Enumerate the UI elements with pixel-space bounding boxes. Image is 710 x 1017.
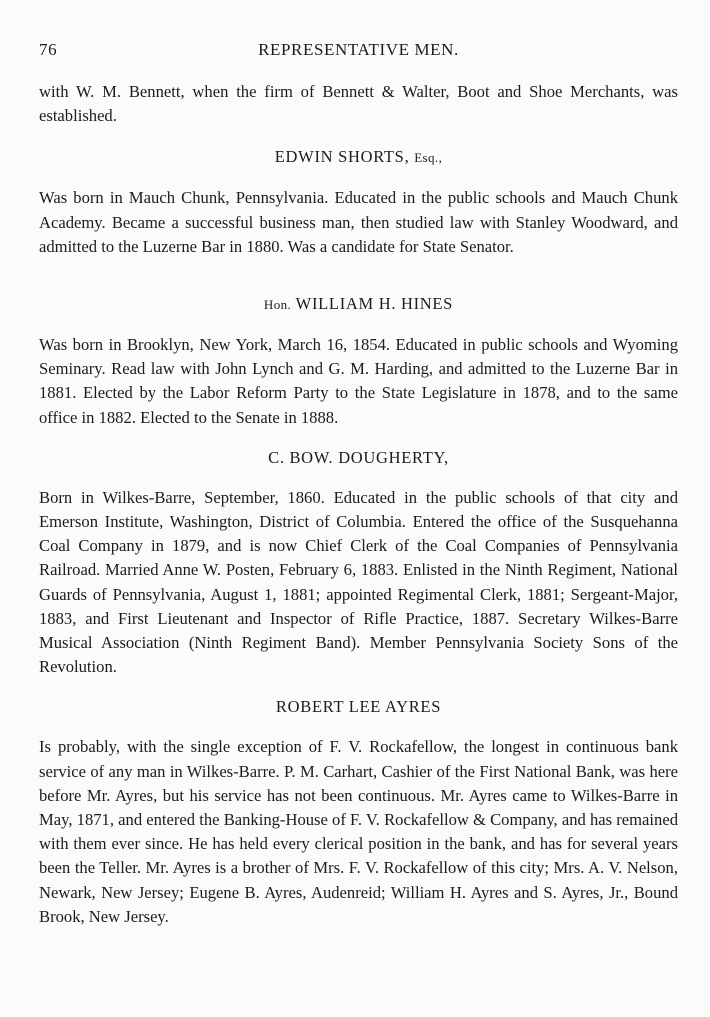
running-title: REPRESENTATIVE MEN.: [258, 40, 459, 59]
biography-paragraph: Was born in Brooklyn, New York, March 16, 1854. Educated in public schools and Wyoming Seminary. Read law with John Lynch and G. M. Harding, and admitted to the Luzerne Bar in 1881. Elected by the Labor Reform Party to the State Legislature in 1878, and to the same office in 1882. Elected to the Senate in 1888.: [39, 335, 678, 427]
biography-paragraph: Is probably, with the single exception of F. V. Rockafellow, the longest in continuous bank service of any man in Wilkes-Barre. P. M. Carhart, Cashier of the First National Bank, was here before Mr. Ayres, but his service has not been continuous. Mr. Ayres came to Wilkes-Barre in May, 1871, and entered the Banking-House of F. V. Rockafellow & Company, and has remained with them ever since. He has held every clerical position in the bank, and has for several years been the Teller. Mr. Ayres is a brother of Mrs. F. V. Rockafellow of this city; Mrs. A. V. Nelson, Newark, New Jersey; Eugene B. Ayres, Audenreid; William H. Ayres and S. Ayres, Jr., Bound Brook, New Jersey.: [39, 737, 678, 926]
page-number: 76: [39, 40, 58, 59]
heading-honorific: Hon.: [263, 297, 292, 313]
biography-c-bow-dougherty: [39, 446, 678, 680]
heading-name: WILLIAM H. HINES: [291, 294, 454, 314]
heading-name: EDWIN SHORTS,: [274, 147, 415, 167]
heading-title-suffix: Esq.,: [414, 150, 443, 166]
book-page: [39, 40, 678, 929]
section-heading: ROBERT LEE AYRES: [275, 697, 442, 717]
biography-william-h-hines: [39, 292, 678, 430]
biography-paragraph: Was born in Mauch Chunk, Pennsylvania. Educated in the public schools and Mauch Chunk Academy. Became a successful business man, then studied law with Stanley Woodward, and admitted to the Luzerne Bar in 1880. Was a candidate for State Senator.: [39, 188, 678, 256]
continuation-paragraph: with W. M. Bennett, when the firm of Bennett & Walter, Boot and Shoe Merchants, was established.: [39, 82, 678, 126]
section-heading: C. BOW. DOUGHERTY,: [268, 447, 449, 467]
section-heading: [39, 292, 678, 317]
section-heading: [39, 145, 678, 170]
running-head: [39, 40, 678, 64]
biography-edwin-shorts: [39, 145, 678, 259]
biography-robert-lee-ayres: [39, 695, 678, 929]
biography-paragraph: Born in Wilkes-Barre, September, 1860. Educated in the public schools of that city and Emerson Institute, Washington, District of Columbia. Entered the office of the Susquehanna Coal Company in 1879, and is now Chief Clerk of the Coal Companies of Pennsylvania Railroad. Married Anne W. Posten, February 6, 1883. Enlisted in the Ninth Regiment, National Guards of Pennsylvania, August 1, 1881; appointed Regimental Clerk, 1881; Sergeant-Major, 1883, and First Lieutenant and Inspector of Rifle Practice, 1887. Secretary Wilkes-Barre Musical Association (Ninth Regiment Band). Member Pennsylvania Society Sons of the Revolution.: [39, 487, 678, 677]
